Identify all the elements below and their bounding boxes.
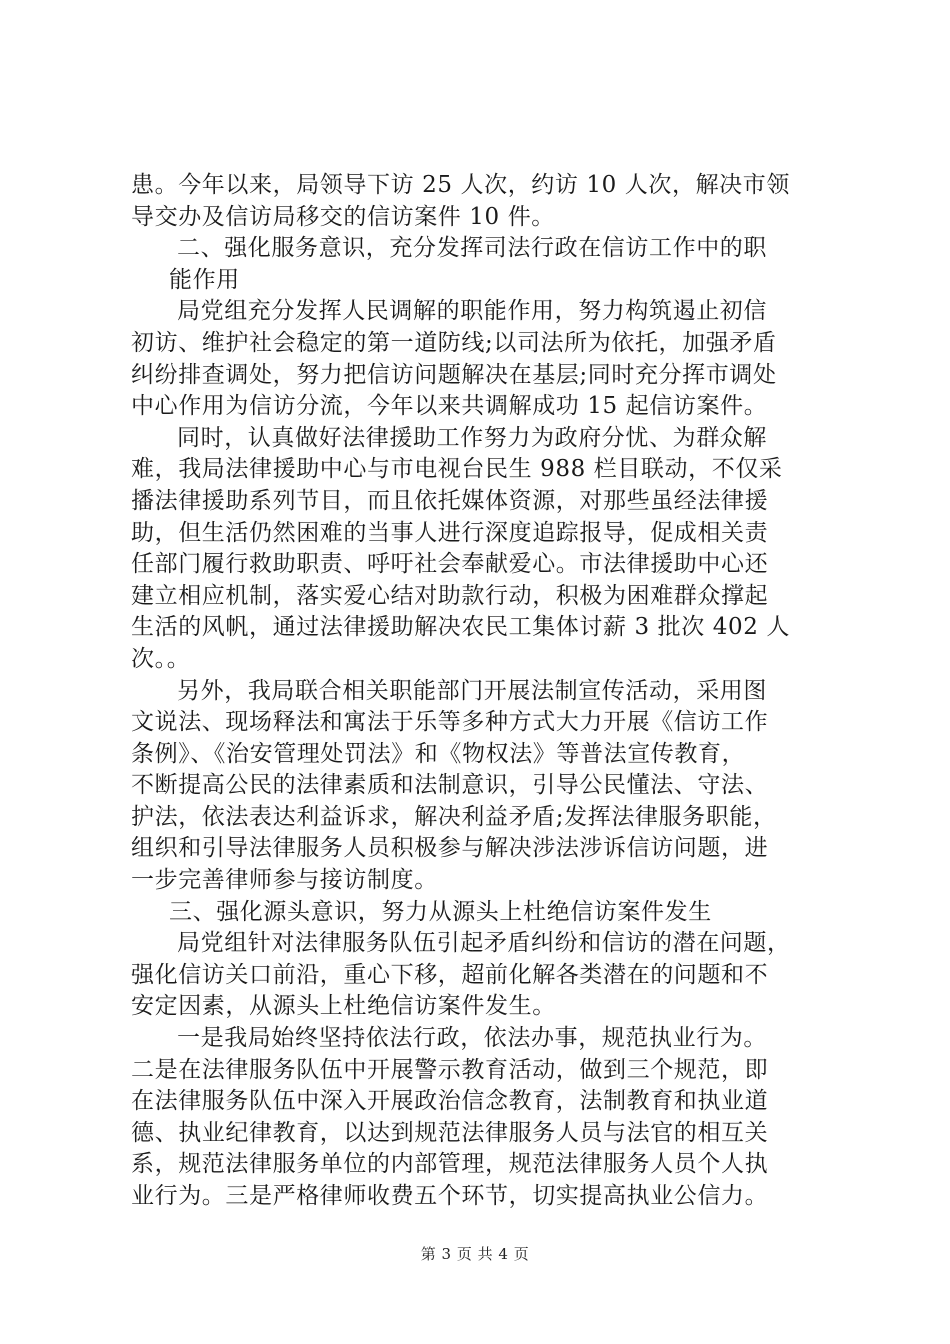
paragraph-start: 局党组针对法律服务队伍引起矛盾纠纷和信访的潜在问题， xyxy=(177,930,791,957)
text-line: 任部门履行救助职责、呼吁社会奉献爱心。市法律援助中心还 xyxy=(131,551,769,578)
section-heading: 二、强化服务意识，充分发挥司法行政在信访工作中的职 xyxy=(177,235,767,262)
paragraph-start: 同时，认真做好法律援助工作努力为政府分忧、为群众解 xyxy=(177,424,767,451)
text-line: 生活的风帆，通过法律援助解决农民工集体讨薪 3 批次 402 人 xyxy=(131,614,790,641)
text-line: 条例》、《治安管理处罚法》和《物权法》等普法宣传教育， xyxy=(131,740,746,767)
text-line: 业行为。三是严格律师收费五个环节，切实提高执业公信力。 xyxy=(131,1183,769,1209)
text-line: 一步完善律师参与接访制度。 xyxy=(131,867,438,894)
text-line: 系，规范法律服务单位的内部管理，规范法律服务人员个人执 xyxy=(131,1151,769,1178)
text-line: 患。今年以来，局领导下访 25 人次，约访 10 人次，解决市领 xyxy=(131,172,790,198)
text-line: 强化信访关口前沿，重心下移，超前化解各类潜在的问题和不 xyxy=(131,961,769,988)
document-body xyxy=(131,170,831,1213)
text-line: 难，我局法律援助中心与市电视台民生 988 栏目联动，不仅采 xyxy=(131,456,783,483)
paragraph-start: 另外，我局联合相关职能部门开展法制宣传活动，采用图 xyxy=(177,677,767,704)
text-line: 中心作用为信访分流，今年以来共调解成功 15 起信访案件。 xyxy=(131,393,768,420)
section-heading: 三、强化源头意识，努力从源头上杜绝信访案件发生 xyxy=(169,898,712,925)
text-line: 德、执业纪律教育，以达到规范法律服务人员与法官的相互关 xyxy=(131,1119,769,1146)
text-line: 助，但生活仍然困难的当事人进行深度追踪报导，促成相关责 xyxy=(131,519,769,546)
text-line: 在法律服务队伍中深入开展政治信念教育，法制教育和执业道 xyxy=(131,1088,769,1115)
paragraph-start: 一是我局始终坚持依法行政，依法办事，规范执业行为。 xyxy=(177,1025,767,1052)
text-line: 安定因素，从源头上杜绝信访案件发生。 xyxy=(131,993,556,1020)
text-line: 建立相应机制，落实爱心结对助款行动，积极为困难群众撑起 xyxy=(131,582,769,609)
text-line: 护法，依法表达利益诉求，解决利益矛盾;发挥法律服务职能， xyxy=(131,803,777,830)
text-line: 初访、维护社会稳定的第一道防线;以司法所为依托，加强矛盾 xyxy=(131,329,777,356)
text-line: 不断提高公民的法律素质和法制意识，引导公民懂法、守法、 xyxy=(131,772,769,799)
section-heading-continued: 能作用 xyxy=(169,266,240,293)
page-number-footer: 第 3 页 共 4 页 xyxy=(420,1245,530,1263)
text-line: 组织和引导法律服务人员积极参与解决涉法涉诉信访问题，进 xyxy=(131,835,769,862)
text-line: 播法律援助系列节目，而且依托媒体资源，对那些虽经法律援 xyxy=(131,487,769,514)
paragraph-start: 局党组充分发挥人民调解的职能作用，努力构筑遏止初信 xyxy=(177,298,767,325)
text-line: 次。。 xyxy=(131,645,191,672)
text-line: 文说法、现场释法和寓法于乐等多种方式大力开展《信访工作 xyxy=(131,709,769,736)
text-line: 导交办及信访局移交的信访案件 10 件。 xyxy=(131,203,555,230)
text-line: 纠纷排查调处，努力把信访问题解决在基层;同时充分挥市调处 xyxy=(131,361,777,388)
text-line: 二是在法律服务队伍中开展警示教育活动，做到三个规范，即 xyxy=(131,1056,769,1083)
